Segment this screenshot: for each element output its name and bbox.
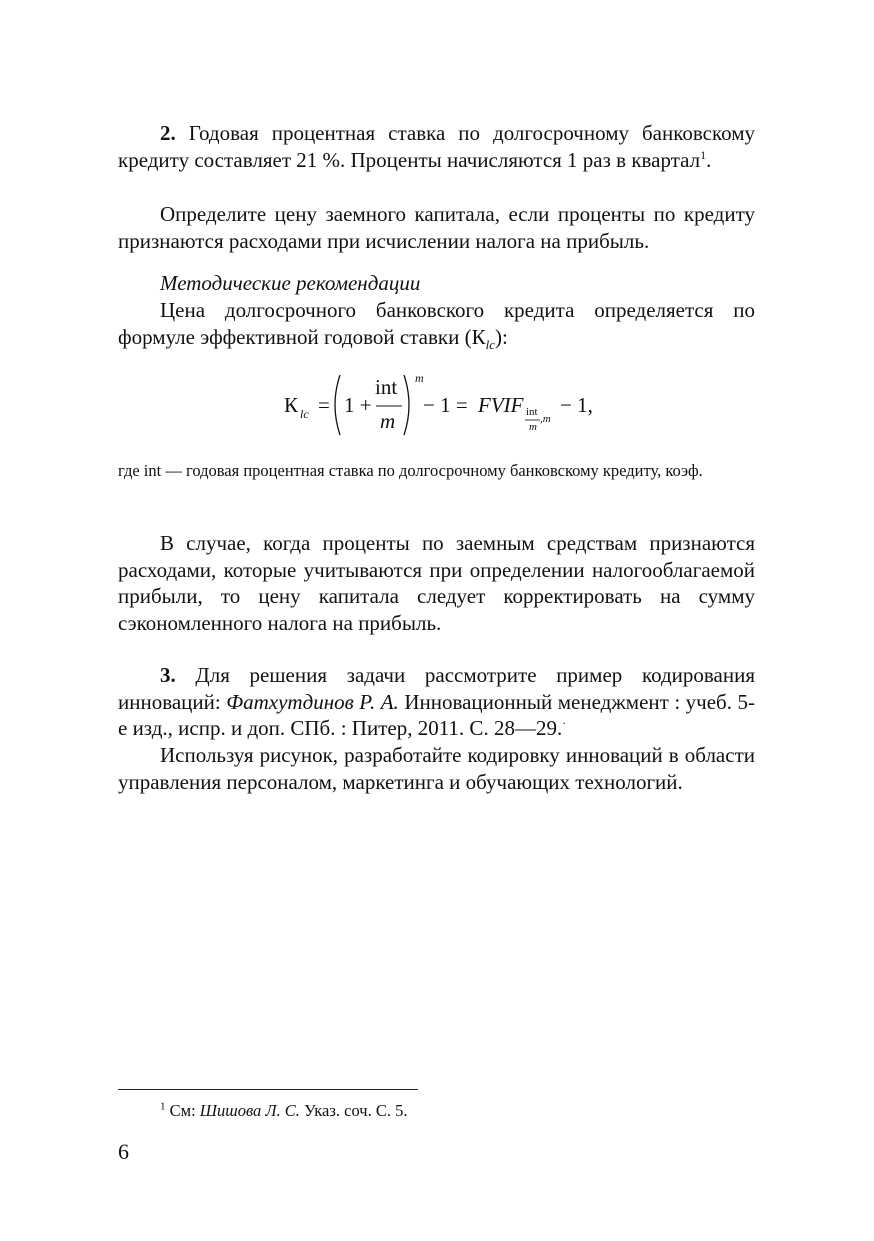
formula-where-text: где int — годовая процентная ставка по долгосрочному банковскому кредиту, коэф. xyxy=(118,461,703,480)
task3-text-after: Инновационный менеджмент : учеб. 5-е изд., испр. и доп. СПб. : Питер, 2011. С. 28—29. xyxy=(118,689,755,740)
task2-number: 2. xyxy=(160,121,176,145)
formula-fvif: FVIF xyxy=(478,393,524,417)
formula xyxy=(284,370,644,440)
formula-denominator: m xyxy=(380,409,396,433)
method-text xyxy=(118,297,755,358)
footnote-prefix: См: xyxy=(165,1101,200,1120)
footnote xyxy=(118,1100,755,1122)
task3-paragraph xyxy=(118,662,755,742)
formula-lhs-sub: lc xyxy=(300,407,309,421)
formula-minus-one: − 1 = xyxy=(423,393,468,417)
footnote-rule xyxy=(118,1089,418,1090)
task3-number: 3. xyxy=(160,663,176,687)
formula-exponent: m xyxy=(415,371,424,385)
formula-one-plus: 1 + xyxy=(344,393,372,417)
footnote-ref[interactable]: 1 xyxy=(700,147,707,162)
method-text-after: ): xyxy=(495,324,508,349)
task3-text-before: Для решения задачи рассмотрите пример кодирования инноваций: xyxy=(118,663,755,714)
formula-numerator: int xyxy=(375,375,398,399)
formula-tail: − 1, xyxy=(560,393,593,417)
formula-eq: = xyxy=(318,393,330,417)
task2-end: . xyxy=(706,147,712,172)
task2-paragraph xyxy=(118,120,755,173)
formula-fvif-sub-num: int xyxy=(526,406,538,418)
method-sub: lc xyxy=(485,336,495,352)
footnote-text: Указ. соч. С. 5. xyxy=(299,1101,408,1120)
method-heading-text: Методические рекомендации xyxy=(160,271,421,295)
formula-fvif-sub-den: m xyxy=(529,421,537,433)
formula-lhs: К xyxy=(284,393,299,417)
method-text-before: Цена долгосрочного банковского кредита определяется по формуле эффективной годовой ставки (К xyxy=(118,298,755,349)
task3-dot: · xyxy=(562,716,567,730)
footnote-author: Шишова Л. С. xyxy=(199,1101,300,1120)
task2-question: Определите цену заемного капитала, если проценты по кредиту признаются расходами при исчислении налога на прибыль. xyxy=(118,202,755,253)
task2-text: Годовая процентная ставка по долгосрочному банковскому кредиту составляет 21 %. Проценты начисляются 1 раз в квартал xyxy=(118,121,755,172)
footnote-mark: 1 xyxy=(160,1100,166,1113)
task3-author: Фатхутдинов Р. А. xyxy=(226,689,399,714)
case-paragraph: В случае, когда проценты по заемным средствам признаются расходами, которые учитываются при определении налогооблагаемой прибыли, то цену капитала следует корректировать на сумму сэкономленного налога на прибыль. xyxy=(118,531,755,635)
formula-fvif-sub-m: ,m xyxy=(540,413,551,425)
method-heading xyxy=(118,270,755,297)
page-number: 6 xyxy=(118,1139,129,1164)
task3-question: Используя рисунок, разработайте кодировку инноваций в области управления персоналом, маркетинга и обучающих технологий. xyxy=(118,743,755,794)
formula-parentheses xyxy=(328,373,416,437)
